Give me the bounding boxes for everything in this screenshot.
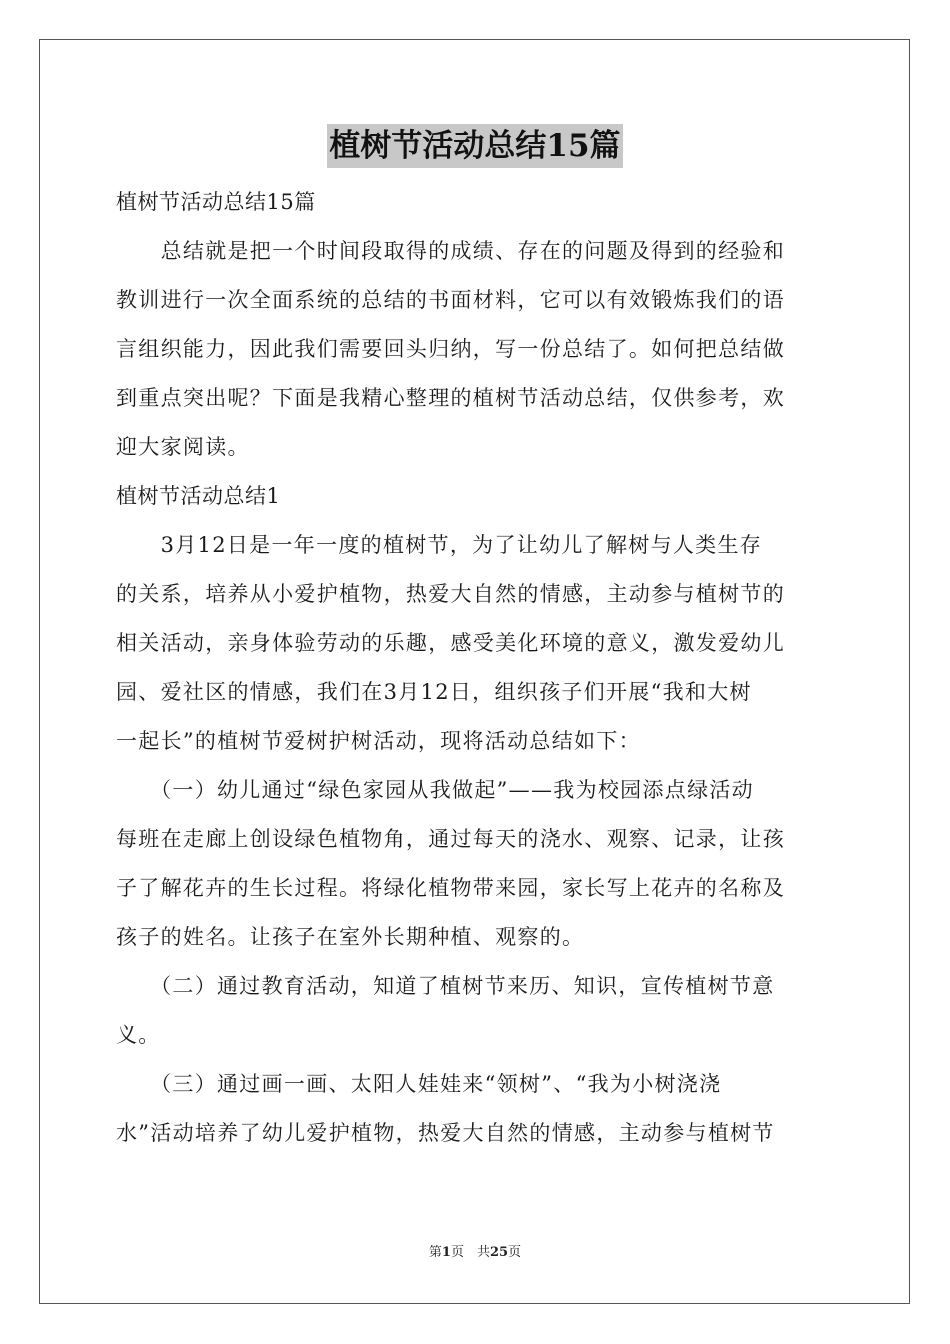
paragraph-line: 到重点突出呢？下面是我精心整理的植树节活动总结，仅供参考，欢	[116, 386, 785, 410]
paragraph-line: 孩子的姓名。让孩子在室外长期种植、观察的。	[116, 925, 585, 949]
section-heading: 植树节活动总结1	[116, 484, 281, 508]
paragraph-line: 3月12日是一年一度的植树节，为了让幼儿了解树与人类生存	[116, 533, 763, 557]
document-title: 植树节活动总结15篇	[327, 124, 622, 168]
paragraph-line: 一起长”的植树节爱树护树活动，现将活动总结如下：	[116, 729, 641, 753]
footer-page-suffix: 页 共	[450, 1245, 490, 1260]
paragraph-line: 相关活动，亲身体验劳动的乐趣，感受美化环境的意义，激发爱幼儿	[116, 631, 785, 655]
total-page-count: 25	[489, 1245, 509, 1260]
title-area	[0, 124, 950, 168]
footer-prefix: 第	[428, 1245, 442, 1260]
paragraph-line: 的关系，培养从小爱护植物，热爱大自然的情感，主动参与植树节的	[116, 582, 785, 606]
paragraph-line: 言组织能力，因此我们需要回头归纳，写一份总结了。如何把总结做	[116, 337, 785, 361]
page-footer	[0, 1243, 950, 1263]
paragraph-line: 水”活动培养了幼儿爱护植物，热爱大自然的情感，主动参与植树节	[116, 1121, 775, 1145]
document-body	[116, 178, 834, 1158]
paragraph-line: 子了解花卉的生长过程。将绿化植物带来园，家长写上花卉的名称及	[116, 876, 785, 900]
paragraph-line: 迎大家阅读。	[116, 435, 250, 459]
paragraph-line: （三）通过画一画、太阳人娃娃来“领树”、“我为小树浇浇	[116, 1072, 722, 1096]
current-page-number: 1	[441, 1245, 451, 1260]
paragraph-line: （二）通过教育活动，知道了植树节来历、知识，宣传植树节意	[116, 974, 775, 998]
paragraph-line: 教训进行一次全面系统的总结的书面材料，它可以有效锻炼我们的语	[116, 288, 785, 312]
section-heading: 植树节活动总结15篇	[116, 190, 316, 214]
paragraph-line: 总结就是把一个时间段取得的成绩、存在的问题及得到的经验和	[116, 239, 785, 263]
paragraph-line: （一）幼儿通过“绿色家园从我做起”——我为校园添点绿活动	[116, 778, 754, 802]
footer-total-suffix: 页	[508, 1245, 522, 1260]
paragraph-line: 每班在走廊上创设绿色植物角，通过每天的浇水、观察、记录，让孩	[116, 827, 785, 851]
paragraph-line: 义。	[116, 1023, 161, 1047]
paragraph-line: 园、爱社区的情感，我们在3月12日，组织孩子们开展“我和大树	[116, 680, 752, 704]
